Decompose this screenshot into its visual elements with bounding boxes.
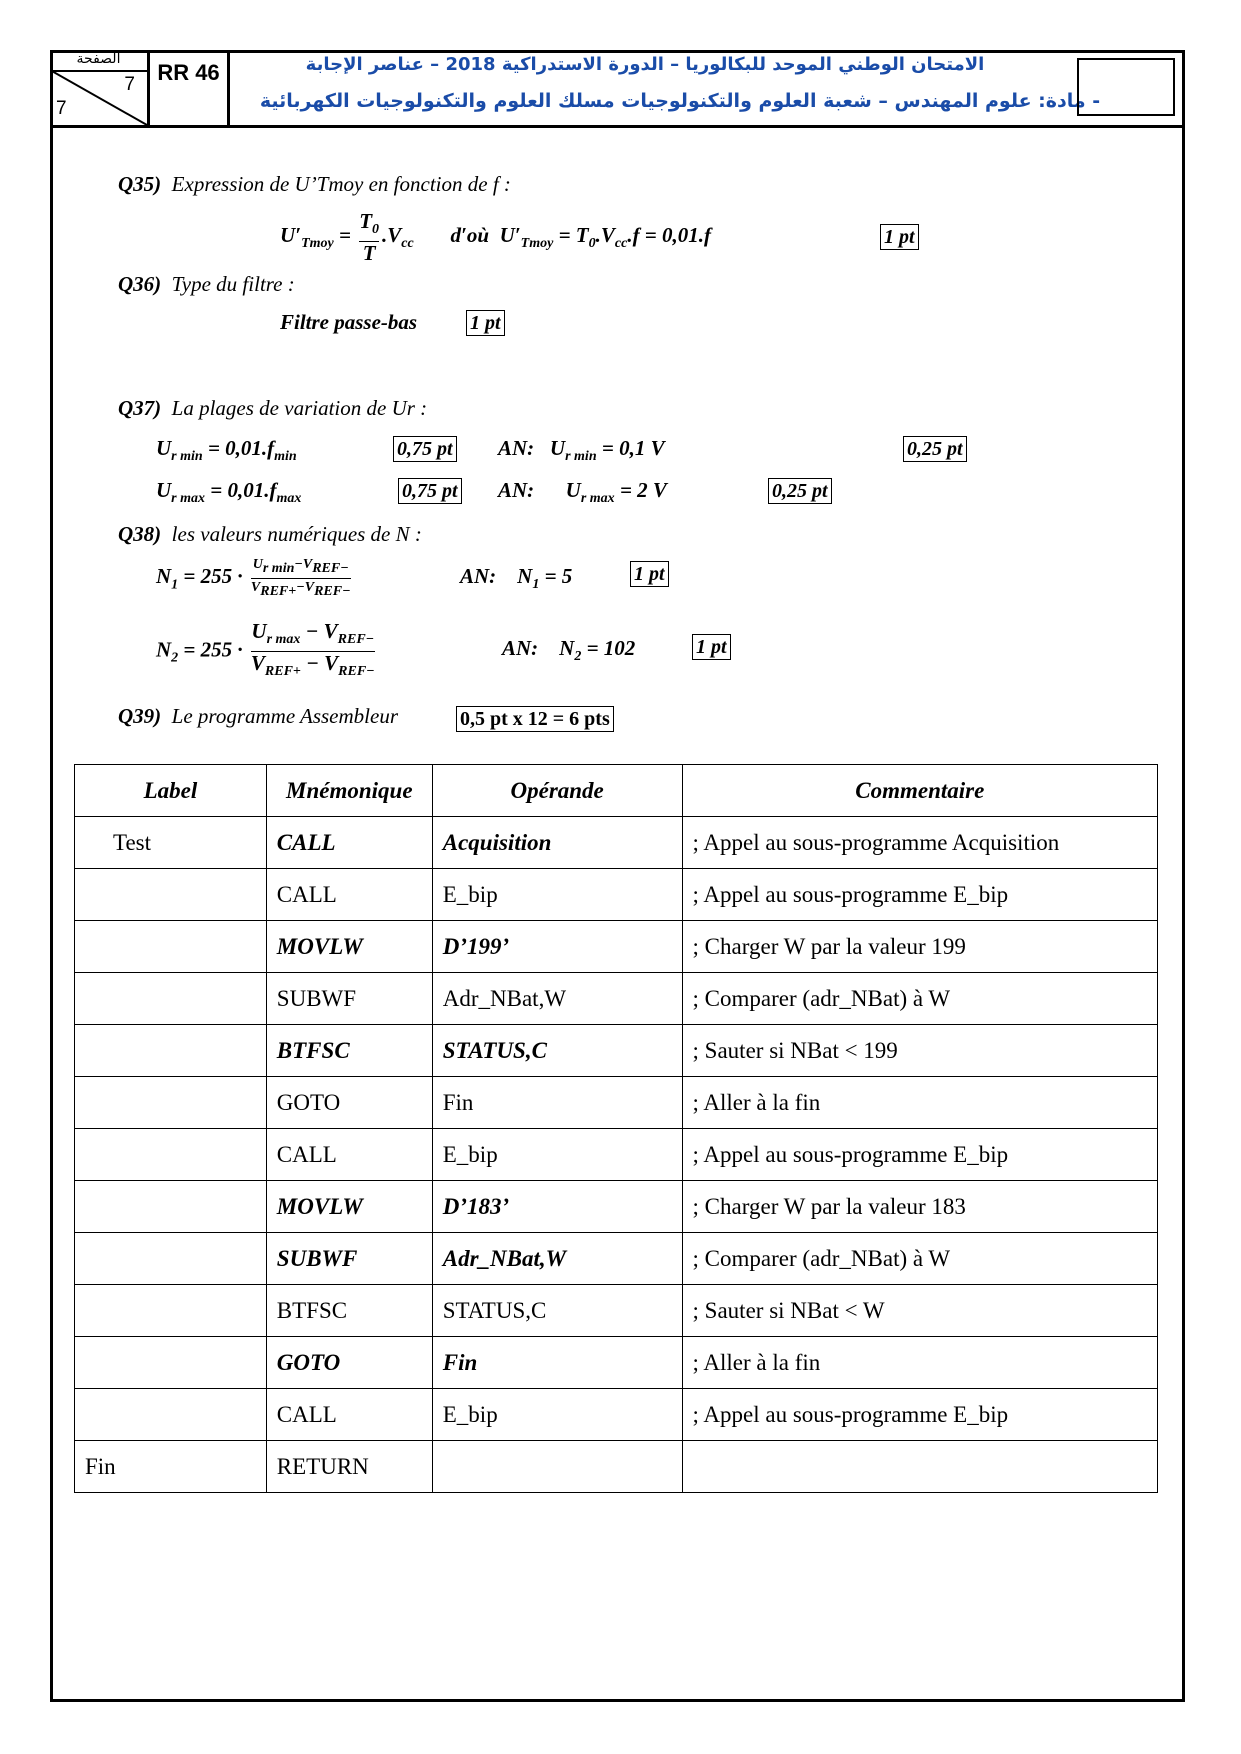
q37-points-an-max: 0,25 pt <box>768 478 832 504</box>
row-label <box>75 1233 267 1285</box>
row-comment: ; Sauter si NBat < 199 <box>682 1025 1157 1077</box>
row-label <box>75 1285 267 1337</box>
q37-formula-max: $U_{r max} = 0,01.f_{max}$ <box>156 478 302 507</box>
table-row <box>75 817 1158 869</box>
q35-points: 1 pt <box>880 224 919 250</box>
exam-code: RR 46 <box>150 50 230 125</box>
table-header-row <box>75 765 1158 817</box>
table-row <box>75 1285 1158 1337</box>
q38-heading <box>118 522 422 547</box>
page-header <box>50 50 1185 128</box>
table-row <box>75 1129 1158 1181</box>
row-comment: ; Appel au sous-programme E_bip <box>682 1129 1157 1181</box>
row-label <box>75 1337 267 1389</box>
row-operand: STATUS,C <box>432 1285 682 1337</box>
row-label <box>75 1025 267 1077</box>
q37-an-max: AN: $U_{r max} = 2$ V <box>498 478 667 507</box>
row-comment: ; Charger W par la valeur 183 <box>682 1181 1157 1233</box>
row-operand: Acquisition <box>432 817 682 869</box>
row-label: Test <box>75 817 267 869</box>
q38-text: les valeurs numériques de N : <box>171 522 422 546</box>
row-mnemonic: BTFSC <box>266 1285 432 1337</box>
header-title-line1: الامتحان الوطني الموحد للبكالوريا – الدورة الاستدراكية 2018 – عناصر الإجابة <box>305 54 985 75</box>
table-row <box>75 869 1158 921</box>
row-mnemonic: GOTO <box>266 1337 432 1389</box>
row-operand: E_bip <box>432 1129 682 1181</box>
q37-an-min: AN: $U_{r min} = 0,1$ V <box>498 436 665 465</box>
row-operand: Adr_NBat,W <box>432 973 682 1025</box>
table-row <box>75 1233 1158 1285</box>
row-mnemonic: CALL <box>266 1129 432 1181</box>
table-row <box>75 1181 1158 1233</box>
row-operand: Fin <box>432 1337 682 1389</box>
header-title-line2: - مادة: علوم المهندس – شعبة العلوم والتكنولوجيات مسلك العلوم والتكنولوجيات الكهربائية <box>259 90 1101 112</box>
row-comment: ; Aller à la fin <box>682 1337 1157 1389</box>
row-comment <box>682 1441 1157 1493</box>
q37-label: Q37) <box>118 396 162 420</box>
row-mnemonic: SUBWF <box>266 1233 432 1285</box>
q36-points: 1 pt <box>466 310 505 336</box>
q35-heading <box>118 172 511 197</box>
table-row <box>75 1077 1158 1129</box>
table-row <box>75 921 1158 973</box>
q37-points-max: 0,75 pt <box>398 478 462 504</box>
q37-formula-min: $U_{r min} = 0,01.f_{min}$ <box>156 436 297 465</box>
row-comment: ; Appel au sous-programme E_bip <box>682 1389 1157 1441</box>
row-operand: Fin <box>432 1077 682 1129</box>
row-mnemonic: CALL <box>266 869 432 921</box>
row-operand: D’183’ <box>432 1181 682 1233</box>
row-mnemonic: CALL <box>266 817 432 869</box>
q38-points-n2: 1 pt <box>692 634 731 660</box>
row-operand: E_bip <box>432 869 682 921</box>
table-row <box>75 1337 1158 1389</box>
assembler-program-table <box>74 764 1158 1493</box>
q35-formula: $U'_{Tmoy}$ = $\frac{T_0}{T}$ $.V_{cc}$ d′où $U'_{Tmoy} = T_0.V_{cc}.f = 0,01.f$ <box>280 209 712 266</box>
header-mnemonic: Mnémonique <box>266 765 432 817</box>
row-label <box>75 1181 267 1233</box>
row-label <box>75 921 267 973</box>
table-row <box>75 1025 1158 1077</box>
q38-an-n1: AN: $N_1 = 5$ <box>460 564 573 593</box>
q36-answer: Filtre passe-bas <box>280 310 418 334</box>
q38-an-n2: AN: $N_2 = 102$ <box>502 636 636 665</box>
table-row <box>75 973 1158 1025</box>
row-operand <box>432 1441 682 1493</box>
q38-label: Q38) <box>118 522 162 546</box>
q37-text: La plages de variation de Ur : <box>171 396 428 420</box>
row-mnemonic: MOVLW <box>266 921 432 973</box>
row-mnemonic: RETURN <box>266 1441 432 1493</box>
row-label <box>75 1389 267 1441</box>
row-mnemonic: GOTO <box>266 1077 432 1129</box>
row-operand: Adr_NBat,W <box>432 1233 682 1285</box>
row-label <box>75 869 267 921</box>
row-mnemonic: MOVLW <box>266 1181 432 1233</box>
q36-text: Type du filtre : <box>171 272 295 296</box>
table-row <box>75 1441 1158 1493</box>
table-row <box>75 1389 1158 1441</box>
row-operand: STATUS,C <box>432 1025 682 1077</box>
q35-label: Q35) <box>118 172 162 196</box>
q36-label: Q36) <box>118 272 162 296</box>
header-label: Label <box>75 765 267 817</box>
row-comment: ; Charger W par la valeur 199 <box>682 921 1157 973</box>
q39-label: Q39) <box>118 704 162 728</box>
q37-points-min: 0,75 pt <box>393 436 457 462</box>
row-label <box>75 1129 267 1181</box>
header-comment: Commentaire <box>682 765 1157 817</box>
page-number-box <box>50 50 150 125</box>
row-comment: ; Sauter si NBat < W <box>682 1285 1157 1337</box>
q38-formula-n1: $N_1 = 255$ · $\frac{U_{r min}-V_{REF-}}{V_{REF+}-V_{REF-}}$ <box>156 557 351 599</box>
q36-heading <box>118 272 295 297</box>
row-label <box>75 1077 267 1129</box>
row-label: Fin <box>75 1441 267 1493</box>
row-comment: ; Appel au sous-programme E_bip <box>682 869 1157 921</box>
q39-points: 0,5 pt x 12 = 6 pts <box>456 706 614 732</box>
row-operand: D’199’ <box>432 921 682 973</box>
page-total: 7 <box>56 98 67 119</box>
row-mnemonic: BTFSC <box>266 1025 432 1077</box>
q39-heading <box>118 704 398 729</box>
page-label: الصفحة <box>50 50 147 72</box>
page-number: 7 <box>124 74 135 95</box>
q35-text: Expression de U’Tmoy en fonction de f : <box>171 172 511 196</box>
q38-formula-n2: $N_2 = 255$ · $\frac{U_{r max} - V_{REF-}}{V_{REF+} - V_{REF-}}$ <box>156 619 375 680</box>
header-operand: Opérande <box>432 765 682 817</box>
row-mnemonic: SUBWF <box>266 973 432 1025</box>
row-comment: ; Aller à la fin <box>682 1077 1157 1129</box>
row-operand: E_bip <box>432 1389 682 1441</box>
q38-points-n1: 1 pt <box>630 561 669 587</box>
q37-heading <box>118 396 427 421</box>
row-mnemonic: CALL <box>266 1389 432 1441</box>
q37-points-an-min: 0,25 pt <box>903 436 967 462</box>
q39-text: Le programme Assembleur <box>171 704 398 728</box>
row-comment: ; Comparer (adr_NBat) à W <box>682 973 1157 1025</box>
row-comment: ; Comparer (adr_NBat) à W <box>682 1233 1157 1285</box>
row-label <box>75 973 267 1025</box>
empty-box <box>1077 58 1175 116</box>
row-comment: ; Appel au sous-programme Acquisition <box>682 817 1157 869</box>
